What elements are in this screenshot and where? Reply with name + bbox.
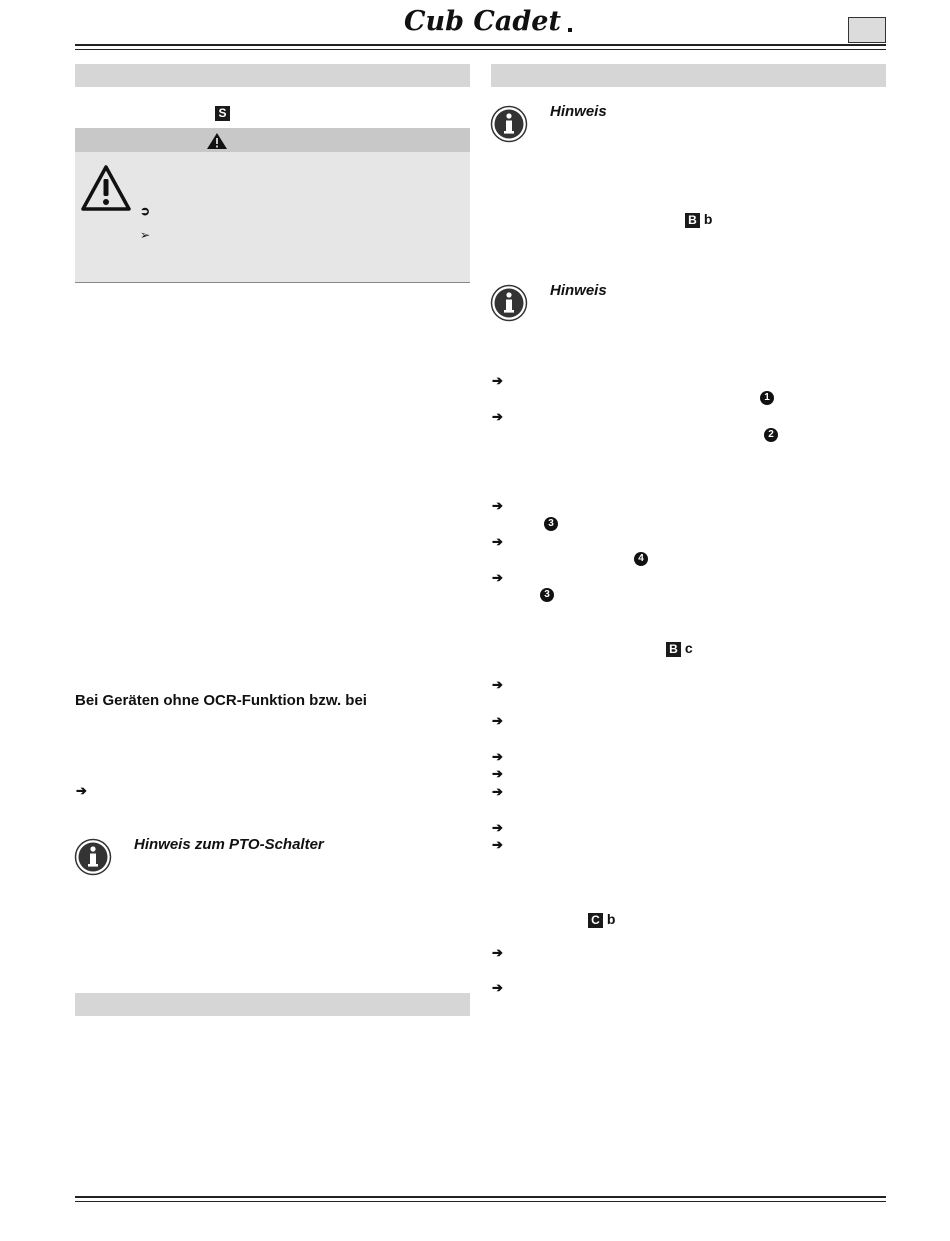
arrow-bullet: ➔ bbox=[492, 749, 503, 764]
header-rule bbox=[75, 44, 886, 46]
language-box bbox=[848, 17, 886, 43]
arrow-bullet: ➔ bbox=[492, 766, 503, 781]
callout-number: 1 bbox=[760, 391, 774, 405]
arrow-bullet: ➔ bbox=[492, 373, 503, 388]
figure-suffix: c bbox=[684, 640, 693, 656]
figure-badge: B bbox=[685, 213, 700, 228]
brand-logo bbox=[400, 6, 580, 36]
footer-rule-thin bbox=[75, 1201, 886, 1202]
figure-ref-b-c bbox=[666, 640, 693, 657]
warning-small-icon bbox=[206, 132, 228, 150]
header-rule-thin bbox=[75, 49, 886, 50]
arrow-bullet: ➔ bbox=[492, 498, 503, 513]
info-icon bbox=[74, 838, 112, 876]
arrow-bullet: ➔ bbox=[492, 677, 503, 692]
arrow-bullet: ➔ bbox=[492, 409, 503, 424]
callout-number: 3 bbox=[544, 517, 558, 531]
warning-bullet-arrow: ➢ bbox=[140, 228, 151, 242]
figure-suffix: b bbox=[703, 211, 713, 227]
arrow-bullet: ➔ bbox=[492, 837, 503, 852]
section-header-bar-right bbox=[491, 64, 886, 87]
figure-ref-c-b bbox=[588, 911, 615, 928]
section-header-bar-left-2 bbox=[75, 993, 470, 1016]
brand-logo-text: Cub Cadet bbox=[404, 6, 561, 36]
arrow-bullet: ➔ bbox=[492, 713, 503, 728]
figure-badge: S bbox=[215, 106, 230, 121]
note-title-1: Hinweis bbox=[550, 103, 607, 120]
figure-ref-s bbox=[215, 104, 230, 121]
note-title-pto: Hinweis zum PTO-Schalter bbox=[134, 836, 324, 853]
callout-number: 2 bbox=[764, 428, 778, 442]
body-bold-line: Bei Geräten ohne OCR-Funktion bzw. bei bbox=[75, 692, 367, 709]
figure-suffix: b bbox=[606, 911, 616, 927]
warning-bottom-rule bbox=[75, 282, 470, 283]
info-icon bbox=[490, 284, 528, 322]
arrow-bullet: ➔ bbox=[76, 783, 87, 798]
figure-badge: C bbox=[588, 913, 603, 928]
figure-ref-b-b bbox=[685, 211, 712, 228]
arrow-bullet: ➔ bbox=[492, 945, 503, 960]
arrow-bullet: ➔ bbox=[492, 534, 503, 549]
section-header-bar-left bbox=[75, 64, 470, 87]
warning-large-icon bbox=[80, 164, 132, 212]
arrow-bullet: ➔ bbox=[492, 980, 503, 995]
arrow-bullet: ➔ bbox=[492, 784, 503, 799]
callout-number: 4 bbox=[634, 552, 648, 566]
warning-bullet-circle: ➲ bbox=[140, 204, 151, 218]
callout-number: 3 bbox=[540, 588, 554, 602]
arrow-bullet: ➔ bbox=[492, 570, 503, 585]
note-title-2: Hinweis bbox=[550, 282, 607, 299]
info-icon bbox=[490, 105, 528, 143]
figure-badge: B bbox=[666, 642, 681, 657]
footer-rule bbox=[75, 1196, 886, 1198]
arrow-bullet: ➔ bbox=[492, 820, 503, 835]
warning-header bbox=[75, 128, 470, 152]
